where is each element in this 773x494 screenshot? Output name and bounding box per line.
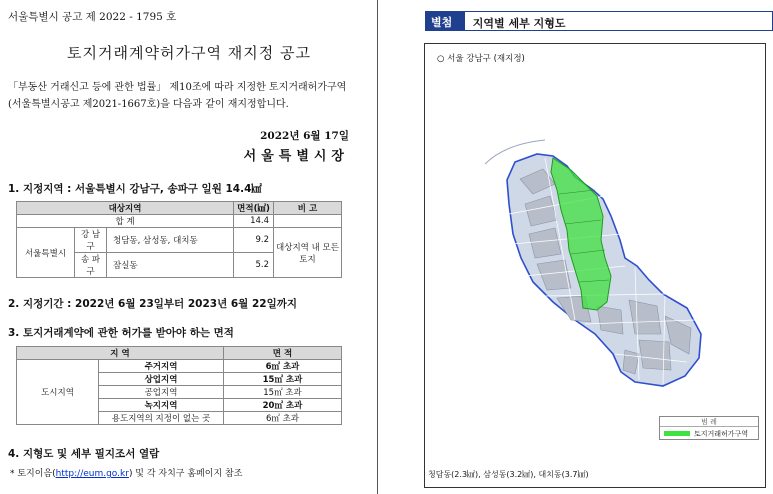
attachment-title: 지역별 세부 지형도	[465, 11, 773, 31]
notice-title: 토지거래계약허가구역 재지정 공고	[67, 44, 311, 62]
attachment-tag: 별첨1	[425, 11, 465, 31]
district-gangnam: 강 남 구	[75, 228, 107, 253]
total-value: 14.4	[234, 215, 274, 228]
note-cell: 대상지역 내 모든 토지	[274, 228, 342, 278]
notice-date: 2022년 6월 17일	[260, 130, 349, 142]
map-footnote: 청담동(2.3㎢), 삼성동(3.2㎢), 대치동(3.7㎢)	[428, 470, 589, 479]
ref-suffix: ) 및 각 자치구 홈페이지 참조	[128, 469, 243, 479]
attachment-page	[379, 0, 773, 494]
legend-label: 토지거래허가구역	[694, 429, 749, 438]
region-label: ○ 서울 강남구 (재지정)	[437, 54, 525, 64]
area-green: 20㎡ 초과	[224, 399, 342, 412]
legend-title: 범 례	[660, 417, 758, 427]
permit-area-table	[16, 346, 342, 425]
designated-area-table	[16, 201, 342, 278]
zone-residential: 주거지역	[99, 360, 224, 373]
area-unspecified: 6㎡ 초과	[224, 412, 342, 425]
area-songpa: 5.2	[234, 253, 274, 278]
ref-prefix: * 토지이음(	[10, 469, 56, 479]
total-label: 합 계	[17, 215, 234, 228]
zone-green: 녹지지역	[99, 399, 224, 412]
header-permit-area: 면 적	[224, 347, 342, 360]
city-cell: 서울특별시	[17, 228, 75, 278]
zone-industrial: 공업지역	[99, 386, 224, 399]
dongs-gangnam: 청담동, 삼성동, 대치동	[107, 228, 234, 253]
district-songpa: 송 파 구	[75, 253, 107, 278]
dongs-songpa: 잠실동	[107, 253, 234, 278]
reference-note	[10, 466, 242, 479]
header-note: 비 고	[274, 202, 342, 215]
map-legend	[659, 416, 759, 440]
legend-swatch	[664, 431, 690, 436]
attachment-header	[425, 11, 773, 43]
header-area: 면적(㎢)	[234, 202, 274, 215]
header-target-area: 대상지역	[17, 202, 234, 215]
section-1-heading: 1. 지정지역 : 서울특별시 강남구, 송파구 일원 14.4㎢	[8, 183, 262, 195]
urban-area-cell: 도시지역	[17, 360, 99, 425]
notice-page	[0, 0, 378, 494]
area-residential: 6㎡ 초과	[224, 360, 342, 373]
map-frame	[424, 43, 766, 488]
intro-line-2: (서울특별시공고 제2021-1667호)을 다음과 같이 재지정합니다.	[8, 99, 289, 110]
section-2-heading: 2. 지정기간 : 2022년 6월 23일부터 2023년 6월 22일까지	[8, 298, 298, 310]
eum-link[interactable]: http://eum.go.kr	[55, 469, 129, 479]
notice-issuer: 서울특별시장	[243, 149, 349, 164]
zone-commercial: 상업지역	[99, 373, 224, 386]
section-3-heading: 3. 토지거래계약에 관한 허가를 받아야 하는 면적	[8, 327, 234, 339]
area-commercial: 15㎡ 초과	[224, 373, 342, 386]
notice-number: 서울특별시 공고 제 2022 - 1795 호	[8, 11, 177, 23]
intro-line-1: 「부동산 거래신고 등에 관한 법률」 제10조에 따라 지정한 토지거래허가구역	[8, 82, 347, 93]
notice-intro	[8, 79, 368, 113]
header-zone: 지 역	[17, 347, 224, 360]
zone-unspecified: 용도지역의 지정이 없는 곳	[99, 412, 224, 425]
area-gangnam: 9.2	[234, 228, 274, 253]
section-4-heading: 4. 지형도 및 세부 필지조서 열람	[8, 448, 160, 460]
legend-item	[660, 427, 758, 440]
area-industrial: 15㎡ 초과	[224, 386, 342, 399]
total-note-empty	[274, 215, 342, 228]
